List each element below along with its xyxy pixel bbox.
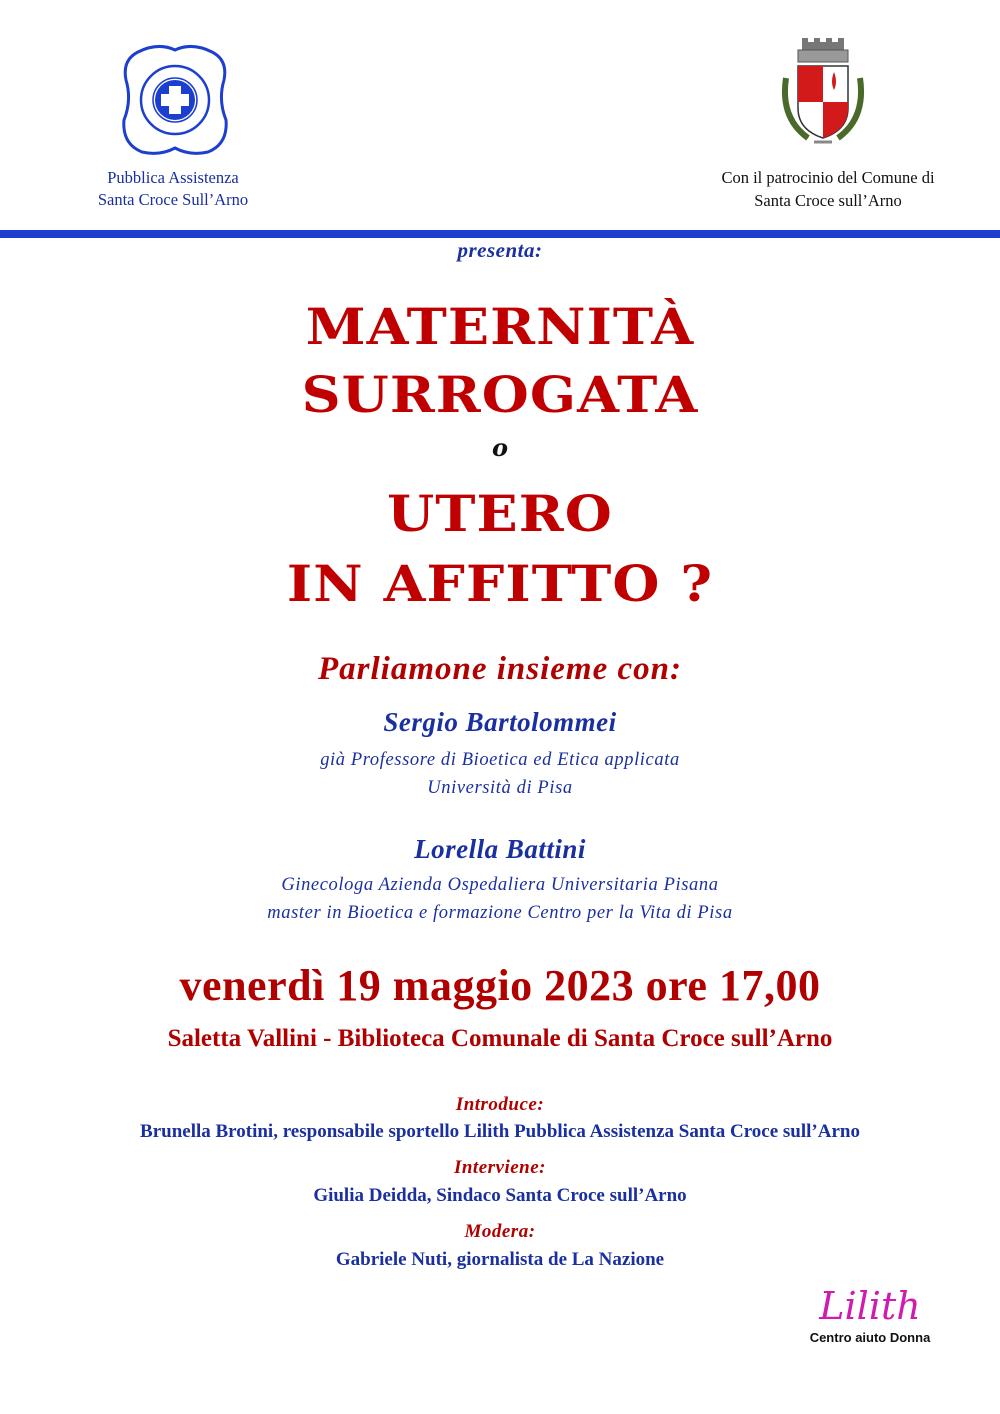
title-line-4: IN AFFITTO ?: [286, 554, 714, 613]
header-divider: [0, 230, 1000, 238]
introduce-text: Brunella Brotini, responsabile sportello Lilith Pubblica Assistenza Santa Croce sull’Arno: [140, 1121, 860, 1142]
pubblica-assistenza-logo-icon: [118, 40, 232, 160]
speaker-1-role: [0, 746, 1000, 802]
left-org-line1: Pubblica Assistenza: [107, 168, 239, 187]
modera-text: Gabriele Nuti, giornalista de La Nazione: [335, 1249, 665, 1270]
title-line-3: UTERO: [387, 484, 613, 543]
title-or: o: [491, 433, 508, 462]
speaker-1-name: Sergio Bartolommei: [383, 707, 617, 737]
speaker-2-role-line1: Ginecologa Azienda Ospedaliera Universitaria Pisana: [281, 875, 719, 895]
interviene-text: Giulia Deidda, Sindaco Santa Croce sull’Arno: [313, 1185, 687, 1206]
presenta-label: presenta:: [457, 238, 543, 262]
title-line-1: MATERNITÀ: [305, 297, 695, 356]
modera-label: Modera:: [464, 1221, 536, 1242]
speaker-2-name: Lorella Battini: [414, 834, 586, 864]
right-organization-name: [690, 166, 966, 212]
left-organization-name: [60, 167, 286, 211]
interviene-label: Interviene:: [453, 1157, 547, 1178]
speaker-1-role-line2: Università di Pisa: [427, 778, 573, 798]
right-org-line2: Santa Croce sull’Arno: [754, 191, 902, 210]
title-line-2: SURROGATA: [301, 365, 699, 424]
speaker-2-role-line2: master in Bioetica e formazione Centro per la Vita di Pisa: [267, 903, 733, 923]
speaker-2-role: [0, 871, 1000, 927]
subtitle: Parliamone insieme con:: [318, 651, 682, 687]
event-venue: Saletta Vallini - Biblioteca Comunale di Santa Croce sull’Arno: [167, 1025, 833, 1052]
event-date: venerdì 19 maggio 2023 ore 17,00: [179, 961, 821, 1010]
introduce-label: Introduce:: [455, 1094, 545, 1115]
speaker-1-role-line1: già Professore di Bioetica ed Etica applicata: [320, 750, 680, 770]
right-org-line1: Con il patrocinio del Comune di: [721, 168, 935, 187]
coat-of-arms-icon: [778, 38, 868, 158]
left-org-line2: Santa Croce Sull’Arno: [97, 190, 249, 209]
lilith-tagline: Centro aiuto Donna: [809, 1330, 931, 1345]
lilith-logo: Lilith: [819, 1284, 921, 1328]
